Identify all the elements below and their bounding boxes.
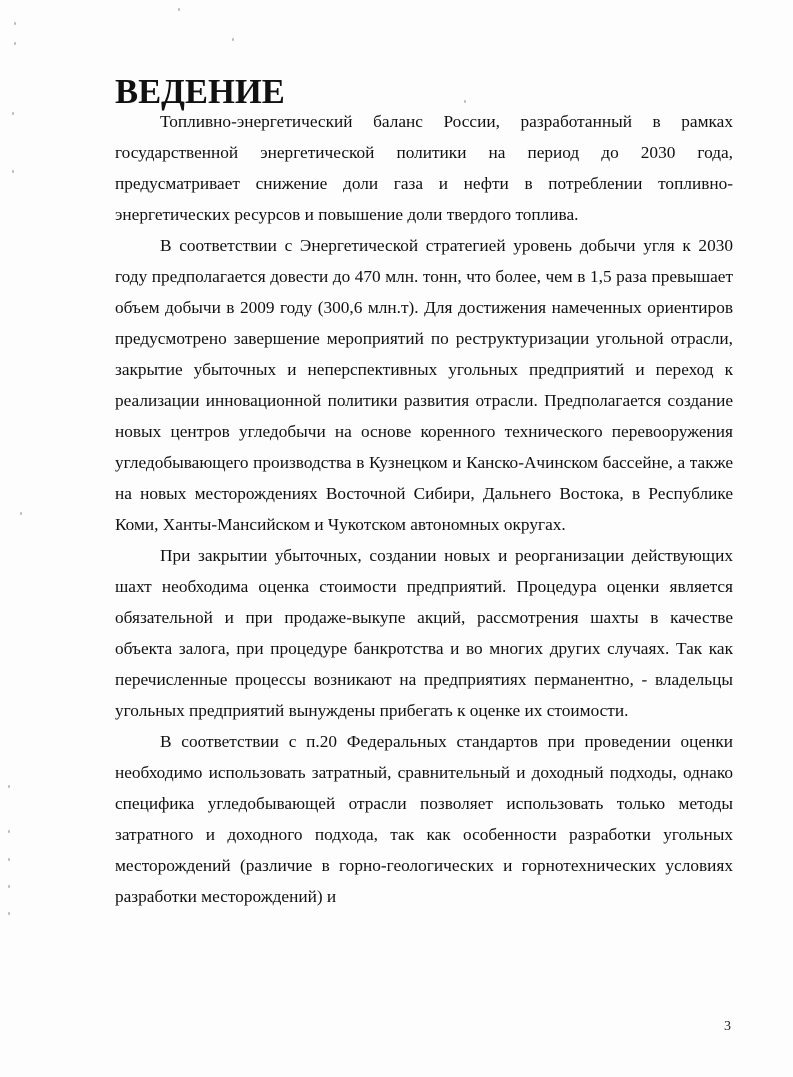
scan-speck — [14, 22, 16, 25]
scan-speck — [8, 885, 10, 888]
section-heading: ВЕДЕНИЕ — [115, 73, 285, 111]
scan-speck — [8, 858, 10, 861]
paragraph-4: В соответствии с п.20 Федеральных стандартов при проведении оценки необходимо использовать затратный, сравнительный и доходный подходы, однако специфика угледобывающей отрасли позволяет использовать только методы затратного и доходного подхода, так как особенности разработки угольных месторождений (различие в горно-геологических и горнотехнических условиях разработки месторождений) и — [115, 732, 733, 906]
paragraph-3: При закрытии убыточных, создании новых и реорганизации действующих шахт необходима оценка стоимости предприятий. Процедура оценки является обязательной и при продаже-выкупе акций, рассмотрения шахты в качестве объекта залога, при процедуре банкротства и во многих других случаях. Так как перечисленные процессы возникают на предприятиях перманентно, - владельцы угольных предприятий вынуждены прибегать к оценке их стоимости. — [115, 546, 733, 720]
paragraph-2: В соответствии с Энергетической стратегией уровень добычи угля к 2030 году предполагается довести до 470 млн. тонн, что более, чем в 1,5 раза превышает объем добычи в 2009 году (300,6 млн.т). Для достижения намеченных ориентиров предусмотрено завершение мероприятий по реструктуризации угольной отрасли, закрытие убыточных и неперспективных угольных предприятий и переход к реализации инновационной политики развития отрасли. Предполагается создание новых центров угледобычи на основе коренного технического перевооружения угледобывающего производства в Кузнецком и Канско-Ачинском бассейне, а также на новых месторождениях Восточной Сибири, Дальнего Востока, в Республике Коми, Ханты-Мансийском и Чукотском автономных округах. — [115, 236, 733, 534]
scan-speck — [8, 912, 10, 915]
document-body — [115, 73, 733, 912]
scan-speck — [14, 42, 16, 45]
scan-speck — [8, 785, 10, 788]
scan-speck — [8, 830, 10, 833]
scan-speck — [178, 8, 180, 11]
scan-speck — [20, 512, 22, 515]
scan-speck — [232, 38, 234, 41]
scan-speck — [12, 170, 14, 173]
page-number: 3 — [724, 1019, 731, 1034]
scan-speck — [12, 112, 14, 115]
paragraph-1: Топливно-энергетический баланс России, разработанный в рамках государственной энергетической политики на период до 2030 года, предусматривает снижение доли газа и нефти в потреблении топливно-энергетических ресурсов и повышение доли твердого топлива. — [115, 112, 733, 224]
